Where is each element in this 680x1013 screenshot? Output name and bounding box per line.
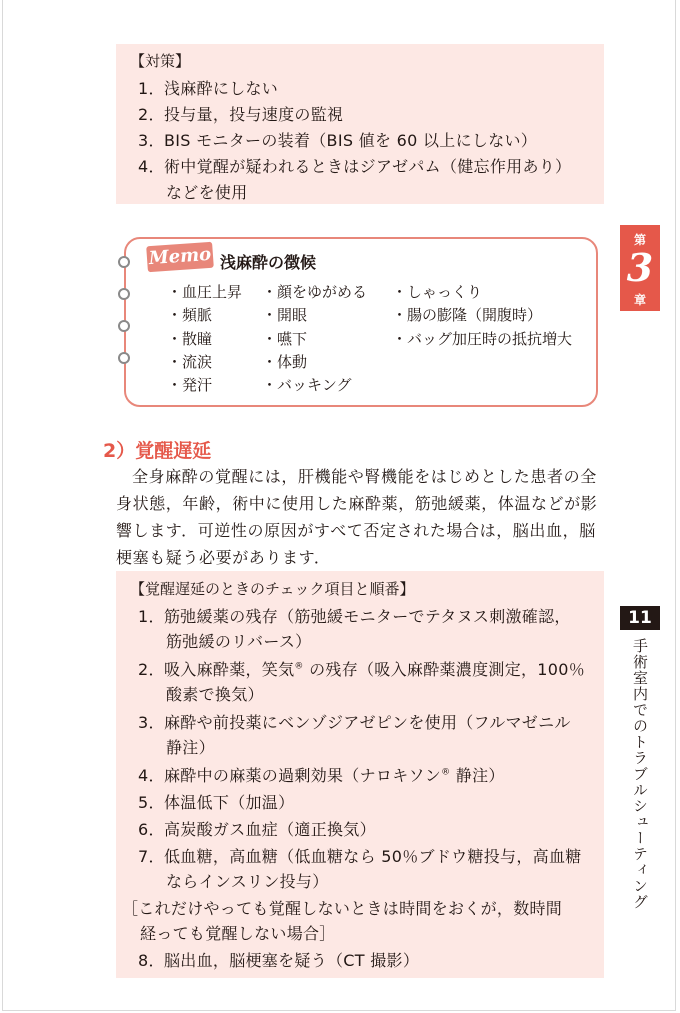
binder-ring-icon xyxy=(118,352,130,364)
chapter-tab-top: 第 xyxy=(633,233,646,247)
memo-sign: ・バッキング xyxy=(262,376,352,394)
checklist-item: 1．筋弛緩薬の残存（筋弛緩モニターでテタヌス刺激確認， xyxy=(138,607,571,626)
memo-sign: ・流涙 xyxy=(167,353,213,371)
binder-ring-icon xyxy=(118,320,130,332)
binder-ring-icon xyxy=(118,256,130,268)
paragraph-line: 梗塞も疑う必要があります． xyxy=(116,548,331,567)
checklist-item: 7．低血糖，高血糖（低血糖なら 50％ブドウ糖投与，高血糖 xyxy=(138,847,582,866)
checklist-box xyxy=(116,571,604,978)
checklist-item: 6．高炭酸ガス血症（適正換気） xyxy=(138,820,376,839)
chapter-tab-bottom: 章 xyxy=(633,293,646,307)
checklist-item-continuation: 酸素で換気） xyxy=(166,685,264,704)
chapter-tab xyxy=(620,225,660,311)
paragraph-line: 身状態，年齢，術中に使用した麻酔薬，筋弛緩薬，体温などが影 xyxy=(116,494,598,513)
countermeasure-item: 4．術中覚醒が疑われるときはジアゼパム（健忘作用あり） xyxy=(138,157,572,176)
memo-sign: ・顔をゆがめる xyxy=(262,283,368,301)
bracket-note: ［これだけやっても覚醒しないときは時間をおくが，数時間 xyxy=(122,899,563,918)
checklist-item: 4．麻酔中の麻薬の過剰効果（ナロキソン® 静注） xyxy=(138,766,505,785)
memo-sign: ・血圧上昇 xyxy=(167,283,243,301)
checklist-item: 3．麻酔や前投薬にベンゾジアゼピンを使用（フルマゼニル xyxy=(138,713,571,732)
checklist-item-continuation: 筋弛緩のリバース） xyxy=(166,632,312,651)
checklist-item: 8．脳出血，脳梗塞を疑う（CT 撮影） xyxy=(138,951,420,970)
memo-sign: ・頻脈 xyxy=(167,306,213,324)
countermeasure-item: 3．BIS モニターの装着（BIS 値を 60 以上にしない） xyxy=(138,131,538,150)
paragraph-line: 全身麻酔の覚醒には，肝機能や腎機能をはじめとした患者の全 xyxy=(132,467,597,486)
section-number-tab: 11 xyxy=(620,606,660,630)
memo-sign: ・嚥下 xyxy=(262,330,308,348)
memo-badge: Memo xyxy=(146,242,214,273)
section-heading: 2）覚醒遅延 xyxy=(103,440,212,462)
memo-sign: ・散瞳 xyxy=(167,330,213,348)
memo-sign: ・腸の膨隆（開腹時） xyxy=(392,306,543,324)
memo-title: 浅麻酔の徴候 xyxy=(220,253,317,272)
memo-sign: ・発汗 xyxy=(167,376,213,394)
bracket-note-continuation: 経っても覚醒しない場合］ xyxy=(140,924,336,943)
binder-ring-icon xyxy=(118,288,130,300)
checklist-item: 2．吸入麻酔薬，笑気® の残存（吸入麻酔薬濃度測定，100％ xyxy=(138,660,586,679)
countermeasure-item: 2．投与量，投与速度の監視 xyxy=(138,105,344,124)
countermeasures-heading: 【対策】 xyxy=(130,52,191,70)
memo-sign: ・開眼 xyxy=(262,306,308,324)
countermeasure-item: 1．浅麻酔にしない xyxy=(138,79,279,98)
memo-sign: ・体動 xyxy=(262,353,308,371)
countermeasures-box xyxy=(116,44,604,204)
paragraph-line: 響します．可逆性の原因がすべて否定された場合は，脳出血，脳 xyxy=(116,521,596,540)
checklist-item-continuation: 静注） xyxy=(166,738,215,757)
section-vertical-title: 手術室内でのトラブルシューティング xyxy=(631,638,649,910)
checklist-item: 5．体温低下（加温） xyxy=(138,793,295,812)
checklist-heading: 【覚醒遅延のときのチェック項目と順番】 xyxy=(130,580,415,598)
chapter-number: 3 xyxy=(626,245,654,290)
memo-sign: ・しゃっくり xyxy=(392,283,483,301)
checklist-item-continuation: ならインスリン投与） xyxy=(166,872,329,891)
countermeasure-item-continuation: などを使用 xyxy=(166,183,248,202)
memo-sign: ・バッグ加圧時の抵抗増大 xyxy=(392,330,573,348)
